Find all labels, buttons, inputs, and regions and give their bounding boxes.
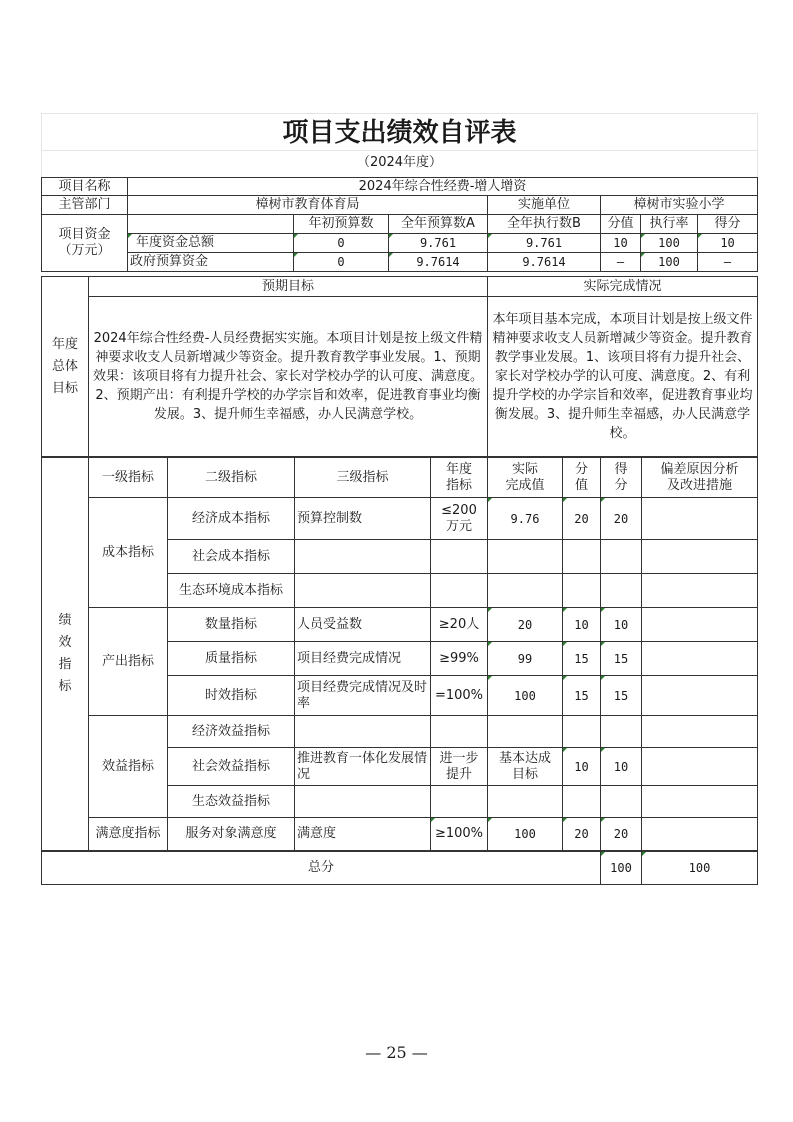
group-satisfaction: 满意度指标 xyxy=(89,818,168,851)
total-label: 总分 xyxy=(42,852,601,885)
annual-cell: ≥100% xyxy=(431,818,488,851)
group-benefit: 效益指标 xyxy=(89,716,168,818)
deviation-cell xyxy=(642,498,758,540)
score-cell xyxy=(601,540,642,574)
deviation-cell xyxy=(642,748,758,786)
level2-cell: 生态环境成本指标 xyxy=(168,574,295,608)
funds-row xyxy=(42,253,758,272)
annual-cell xyxy=(431,574,488,608)
page-title: 项目支出绩效自评表 xyxy=(41,113,758,150)
annual-cell xyxy=(431,540,488,574)
header-score-line2: 分 xyxy=(614,477,628,493)
group-cost: 成本指标 xyxy=(89,498,168,608)
score-cell xyxy=(601,716,642,748)
level3-cell: 预算控制数 xyxy=(295,498,431,540)
level3-cell: 推进教育一体化发展情况 xyxy=(295,748,431,786)
funds-row-budget-a: 9.761 xyxy=(389,234,488,253)
funds-label-line2: （万元） xyxy=(58,243,111,258)
actual-cell: 100 xyxy=(488,676,563,716)
score-cell xyxy=(601,786,642,818)
deviation-cell xyxy=(642,608,758,642)
header-value-line1: 分 xyxy=(574,461,588,477)
annual-cell: ≥99% xyxy=(431,642,488,676)
funds-row-score-value: 10 xyxy=(601,234,641,253)
funds-header-budget-a: 全年预算数A xyxy=(389,215,488,234)
value-cell xyxy=(563,786,601,818)
funds-row-score: 10 xyxy=(698,234,758,253)
level2-cell: 生态效益指标 xyxy=(168,786,295,818)
annual-cell xyxy=(431,498,488,540)
funds-row-exec-b: 9.7614 xyxy=(488,253,601,272)
funds-row-initial: 0 xyxy=(294,234,389,253)
score-cell: 15 xyxy=(601,676,642,716)
performance-indicators-label xyxy=(42,458,89,851)
section-label-char: 标 xyxy=(58,679,72,694)
actual-cell: 9.76 xyxy=(488,498,563,540)
actual-cell: 99 xyxy=(488,642,563,676)
funds-row-rate: 100 xyxy=(641,234,698,253)
total-row xyxy=(42,852,758,885)
actual-cell: 20 xyxy=(488,608,563,642)
value-cell: 15 xyxy=(563,676,601,716)
value-cell: 20 xyxy=(563,818,601,851)
annual-cell: =100% xyxy=(431,676,488,716)
funds-row-initial: 0 xyxy=(294,253,389,272)
level2-cell: 社会效益指标 xyxy=(168,748,295,786)
funds-header-exec-b: 全年执行数B xyxy=(488,215,601,234)
deviation-cell xyxy=(642,786,758,818)
actual-cell xyxy=(488,574,563,608)
deviation-cell xyxy=(642,574,758,608)
dept-value: 樟树市教育体育局 xyxy=(128,196,488,215)
actual-cell xyxy=(488,786,563,818)
actual-completion-text: 本年项目基本完成，本项目计划是按上级文件精神要求收支人员新增减少等资金。提升教育教学事业发展。1、该项目将有力提升社会、家长对学校办学的认可度、满意度。2、有利提升学校的办学宗旨和效率，促进教育事业均衡发展。3、提升师生幸福感，办人民满意学校。 xyxy=(488,297,758,457)
level3-cell: 满意度 xyxy=(295,818,431,851)
funds-row-budget-a: 9.7614 xyxy=(389,253,488,272)
level2-cell: 质量指标 xyxy=(168,642,295,676)
header-annual-line2: 指标 xyxy=(445,477,472,493)
page-number: — 25 — xyxy=(365,1043,428,1062)
project-name-label: 项目名称 xyxy=(42,178,128,196)
header-actual xyxy=(488,458,563,498)
header-deviation-line2: 及改进措施 xyxy=(666,477,732,493)
expected-goal-text: 2024年综合性经费-人员经费据实实施。本项目计划是按上级文件精神要求收支人员新增减少等资金。提升教育教学事业发展。1、预期效果：该项目将有力提升社会、家长对学校办学的认可度、满意度。2、预期产出：有利提升学校的办学宗旨和效率，促进教育事业均衡发展。3、提升师生幸福感，办人民满意学校。 xyxy=(89,297,488,457)
annual-cell xyxy=(431,716,488,748)
header-level3: 三级指标 xyxy=(295,458,431,498)
score-cell: 10 xyxy=(601,608,642,642)
header-deviation-line1: 偏差原因分析 xyxy=(660,461,739,477)
header-annual xyxy=(431,458,488,498)
header-annual-line1: 年度 xyxy=(445,461,472,477)
level3-cell xyxy=(295,540,431,574)
section-label-char: 效 xyxy=(58,635,72,650)
header-actual-line2: 完成值 xyxy=(505,477,545,493)
indicator-row xyxy=(42,608,758,642)
goals-label-line1: 年度 xyxy=(51,336,78,352)
project-name-value: 2024年综合性经费-增人增资 xyxy=(128,178,758,196)
expected-goal-header: 预期目标 xyxy=(89,277,488,297)
annual-cell xyxy=(431,786,488,818)
value-cell xyxy=(563,540,601,574)
value-cell: 20 xyxy=(563,498,601,540)
level3-cell: 项目经费完成情况及时率 xyxy=(295,676,431,716)
level2-cell: 服务对象满意度 xyxy=(168,818,295,851)
header-score-line1: 得 xyxy=(614,461,628,477)
annual-goals-table xyxy=(41,276,758,457)
header-value-line2: 值 xyxy=(574,477,588,493)
funds-header-score: 得分 xyxy=(698,215,758,234)
indicator-row xyxy=(42,818,758,851)
annual-line2: 万元 xyxy=(445,518,472,534)
header-level2: 二级指标 xyxy=(168,458,295,498)
level2-cell: 经济效益指标 xyxy=(168,716,295,748)
level3-cell xyxy=(295,574,431,608)
actual-line1: 基本达成 xyxy=(498,750,551,766)
score-cell: 15 xyxy=(601,642,642,676)
annual-line2: 提升 xyxy=(445,766,472,782)
total-value: 100 xyxy=(601,852,642,885)
level2-cell: 数量指标 xyxy=(168,608,295,642)
level3-cell xyxy=(295,786,431,818)
funds-label-line1: 项目资金 xyxy=(58,227,111,242)
deviation-cell xyxy=(642,540,758,574)
header-deviation xyxy=(642,458,758,498)
deviation-cell xyxy=(642,676,758,716)
level3-cell xyxy=(295,716,431,748)
funds-row-rate: 100 xyxy=(641,253,698,272)
funds-row-name: 年度资金总额 xyxy=(128,234,294,253)
actual-cell xyxy=(488,716,563,748)
deviation-cell xyxy=(642,642,758,676)
dept-label: 主管部门 xyxy=(42,196,128,215)
annual-cell: ≥20人 xyxy=(431,608,488,642)
level2-cell: 社会成本指标 xyxy=(168,540,295,574)
actual-cell xyxy=(488,540,563,574)
total-score: 100 xyxy=(642,852,758,885)
annual-cell xyxy=(431,748,488,786)
value-cell: 10 xyxy=(563,748,601,786)
actual-completion-header: 实际完成情况 xyxy=(488,277,758,297)
header-value xyxy=(563,458,601,498)
funds-row xyxy=(42,234,758,253)
funds-header-blank xyxy=(128,215,294,234)
goals-label-line2: 总体 xyxy=(51,358,78,374)
group-output: 产出指标 xyxy=(89,608,168,716)
level3-cell: 人员受益数 xyxy=(295,608,431,642)
actual-cell: 100 xyxy=(488,818,563,851)
deviation-cell xyxy=(642,818,758,851)
level3-cell: 项目经费完成情况 xyxy=(295,642,431,676)
project-info-table xyxy=(41,177,758,272)
header-score xyxy=(601,458,642,498)
value-cell xyxy=(563,716,601,748)
score-cell: 10 xyxy=(601,748,642,786)
annual-line1: 进一步 xyxy=(439,750,479,766)
actual-line2: 目标 xyxy=(511,766,538,782)
section-label-char: 指 xyxy=(58,657,72,672)
level2-cell: 经济成本指标 xyxy=(168,498,295,540)
value-cell: 10 xyxy=(563,608,601,642)
funds-header-rate: 执行率 xyxy=(641,215,698,234)
score-cell xyxy=(601,574,642,608)
funds-header-initial: 年初预算数 xyxy=(294,215,389,234)
score-cell: 20 xyxy=(601,818,642,851)
indicator-row xyxy=(42,716,758,748)
value-cell: 15 xyxy=(563,642,601,676)
deviation-cell xyxy=(642,716,758,748)
unit-label: 实施单位 xyxy=(488,196,601,215)
annual-goals-label xyxy=(42,277,89,457)
annual-line1: ≤200 xyxy=(441,502,477,518)
value-cell xyxy=(563,574,601,608)
indicator-row xyxy=(42,498,758,540)
score-cell: 20 xyxy=(601,498,642,540)
funds-header-score-value: 分值 xyxy=(601,215,641,234)
unit-value: 樟树市实验小学 xyxy=(601,196,758,215)
section-label-char: 绩 xyxy=(58,613,72,628)
performance-indicators-table xyxy=(41,457,758,885)
funds-row-name: 政府预算资金 xyxy=(128,253,294,272)
page-subtitle: （2024年度） xyxy=(41,150,758,177)
goals-label-line3: 目标 xyxy=(51,380,78,396)
funds-row-exec-b: 9.761 xyxy=(488,234,601,253)
level2-cell: 时效指标 xyxy=(168,676,295,716)
funds-label xyxy=(42,215,128,272)
header-level1: 一级指标 xyxy=(89,458,168,498)
header-actual-line1: 实际 xyxy=(511,461,538,477)
funds-row-score: — xyxy=(698,253,758,272)
funds-row-score-value: — xyxy=(601,253,641,272)
actual-cell xyxy=(488,748,563,786)
